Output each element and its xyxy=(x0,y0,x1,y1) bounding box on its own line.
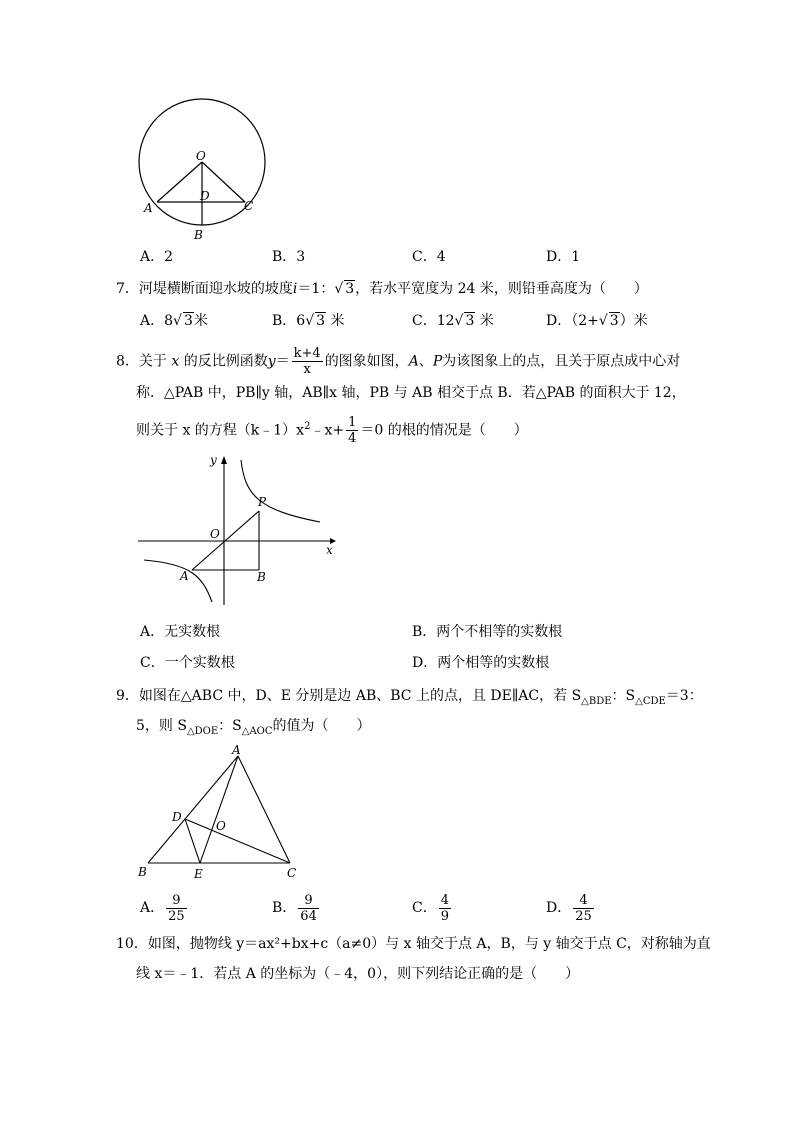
q8-option-c: C．一个实数根 xyxy=(140,655,235,671)
q8-stem-line1: 8．关于 x 的反比例函数y＝ $\frac{k+4}{x}$ 的图象如图，A、P为该图象上的点，且关于原点成中心对 xyxy=(116,346,681,377)
hyperbola-branch-upper xyxy=(241,460,320,522)
segment-dc xyxy=(185,819,290,863)
label-b: B xyxy=(194,228,203,241)
y-axis-arrow xyxy=(221,456,227,464)
segment-ab xyxy=(148,756,238,863)
q6-option-d: D．1 xyxy=(546,249,581,265)
hyperbola-branch-lower xyxy=(144,560,212,602)
label-d: D xyxy=(172,810,182,824)
q6-option-c: C．4 xyxy=(412,249,446,265)
q9-stem-line1: 9．如图在△ABC 中，D、E 分别是边 AB、BC 上的点，且 DE∥AC，若 $S_{\triangle BDE}$：$S_{\triangle CDE}=3$： xyxy=(116,688,703,707)
q8-fraction: $\frac{k+4}{x}$ xyxy=(293,346,321,377)
label-a: A xyxy=(180,569,189,583)
q8-option-b: B．两个不相等的实数根 xyxy=(412,624,563,640)
segment-de xyxy=(185,819,200,863)
q8-option-a: A．无实数根 xyxy=(140,624,221,640)
label-p: P xyxy=(258,495,267,509)
q9-option-c: C． $\frac{4}{9}$ xyxy=(412,892,449,924)
label-e: E xyxy=(194,867,203,881)
label-o: O xyxy=(210,527,220,541)
q6-circle-figure xyxy=(130,96,280,241)
segment-oa xyxy=(157,162,202,202)
label-b: B xyxy=(138,865,147,879)
q7-option-d: D．（2+√ 3）米 xyxy=(546,313,648,329)
label-x: x xyxy=(326,543,333,557)
q9-option-a: A． $\frac{9}{25}$ xyxy=(140,892,185,924)
label-c: C xyxy=(287,866,297,880)
q10-stem-line2: 线 x＝﹣1．若点 A 的坐标为（﹣4，0），则下列结论正确的是（ ） xyxy=(136,966,580,982)
q7-stem: 7．河堤横断面迎水坡的坡度i＝1：√ 3，若水平宽度为 24 米，则铅垂高度为（ ） xyxy=(116,281,648,297)
q7-option-b: B．6√ 3 米 xyxy=(272,313,345,329)
label-b: B xyxy=(257,570,266,584)
q9-stem-line2: 5，则 $S_{\triangle DOE}$：$S_{\triangle AOC}$的值为（ ） xyxy=(136,718,371,737)
q9-option-b: B． $\frac{9}{64}$ xyxy=(272,892,317,924)
q9-option-d: D． $\frac{4}{25}$ xyxy=(546,892,592,924)
q7-option-c: C．12√ 3 米 xyxy=(412,313,494,329)
q6-option-a: A．2 xyxy=(140,249,174,265)
q8-stem-line2: 称．△PAB 中，PB∥y 轴，AB∥x 轴，PB 与 AB 相交于点 B．若△PAB 的面积大于 12， xyxy=(136,385,686,401)
segment-ae xyxy=(200,756,238,863)
label-y: y xyxy=(210,453,217,467)
q9-triangle-figure xyxy=(130,744,310,882)
q8-stem-line3: 则关于 x 的方程$(k﹣1)x^2﹣x+$ $\frac{1}{4}$ ＝0 的根的情况是（ ） xyxy=(136,415,528,447)
label-c: C xyxy=(244,199,254,213)
label-a: A xyxy=(144,201,153,215)
q10-stem-line1: 10．如图，抛物线 y＝ax²+bx+c（a≠0）与 x 轴交于点 A，B，与 y 轴交于点 C，对称轴为直 xyxy=(116,936,711,952)
q8-hyperbola-figure xyxy=(130,450,340,610)
label-a: A xyxy=(232,744,241,757)
q6-option-b: B．3 xyxy=(272,249,306,265)
label-d: D xyxy=(200,189,210,203)
segment-ac xyxy=(238,756,290,863)
q7-option-a: A．8√ 3米 xyxy=(140,313,208,329)
q8-option-d: D．两个相等的实数根 xyxy=(412,655,550,671)
label-o: O xyxy=(216,819,226,833)
label-o: O xyxy=(196,149,206,163)
q8-fraction-quarter: $\frac{1}{4}$ xyxy=(348,415,357,447)
